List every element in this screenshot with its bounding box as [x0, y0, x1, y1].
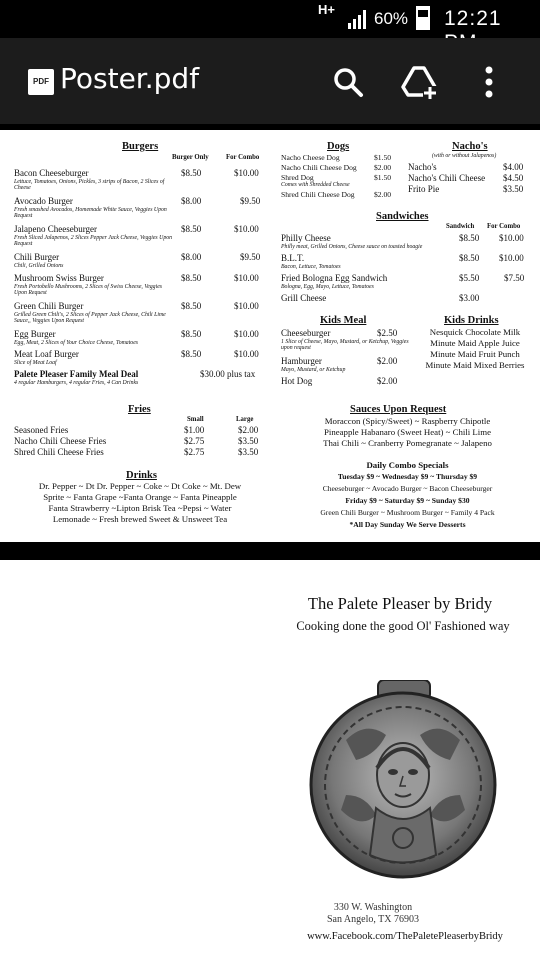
drive-add-icon[interactable]: [401, 64, 437, 100]
pdf-file-icon: PDF: [28, 69, 54, 95]
menu-item-combo: $10.00: [234, 168, 259, 178]
menu-item-price: $8.50: [181, 349, 202, 359]
family-meal-price: $30.00 plus tax: [200, 369, 256, 379]
menu-item-desc: Egg, Meat, 2 Slices of Your Choice Cheese, Tomatoes: [14, 340, 139, 346]
menu-item-price: $2.75: [184, 436, 205, 446]
menu-item-name: Egg Burger: [14, 329, 56, 339]
menu-item-name: B.L.T.: [281, 253, 305, 263]
menu-item-name: Green Chili Burger: [14, 301, 84, 311]
clock: 12:21: [444, 7, 502, 30]
nachos-heading: Nacho's: [452, 141, 488, 152]
menu-item-name: Nacho Chili Cheese Fries: [14, 436, 107, 446]
drinks-line: Fanta Strawberry ~Lipton Brisk Tea ~Pepsi ~ Water: [48, 503, 232, 513]
specials-line: Green Chili Burger ~ Mushroom Burger ~ Family 4 Pack: [320, 508, 495, 517]
menu-item-combo: $10.00: [499, 253, 524, 263]
menu-item-price: $3.50: [238, 436, 259, 446]
menu-item-name: Cheeseburger: [281, 328, 331, 338]
family-meal-desc: 4 regular Hamburgers, 4 regular Fries, 4 Can Drinks: [14, 380, 139, 386]
poster-address-line1: 330 W. Washington: [333, 902, 413, 913]
sauces-line: Pineapple Habanaro (Sweet Heat) ~ Chili Lime: [324, 427, 491, 437]
menu-item-price: $8.50: [181, 273, 202, 283]
sauces-line: Thai Chili ~ Cranberry Pomegranate ~ Jalapeno: [323, 438, 492, 448]
menu-item-desc: Fresh Portobello Mushrooms, 2 Slices of Swiss Cheese, Veggies Upon Request: [14, 284, 163, 296]
menu-item-price: $2.00: [377, 376, 398, 386]
drinks-line: Dr. Pepper ~ Dt Dr. Pepper ~ Coke ~ Dt Coke ~ Mt. Dew: [38, 481, 242, 491]
specials-heading: Daily Combo Specials: [366, 460, 449, 470]
fries-heading: Fries: [128, 404, 151, 415]
status-bar: [0, 0, 540, 38]
menu-item-name: Philly Cheese: [281, 233, 331, 243]
menu-item-price: $1.50: [374, 173, 392, 182]
menu-item-name: Hot Dog: [281, 376, 313, 386]
menu-item-name: Fried Bologna Egg Sandwich: [281, 273, 388, 283]
battery-percent: 60%: [374, 9, 409, 28]
menu-item-price: $2.00: [238, 425, 259, 435]
menu-item-price: $8.00: [181, 252, 202, 262]
menu-item-price: $2.00: [377, 356, 398, 366]
menu-item-desc: Fresh smashed Avocados, Homemade White Sauce, Veggies Upon Request: [14, 207, 167, 219]
app-bar: [0, 38, 540, 124]
celtic-pendant-image: [306, 680, 500, 885]
menu-item-name: Nacho Chili Cheese Dog: [281, 163, 357, 172]
menu-item-combo: $10.00: [234, 329, 259, 339]
menu-item-name: Mushroom Swiss Burger: [14, 273, 104, 283]
menu-item-desc: Mayo, Mustard, or Ketchup: [281, 367, 346, 373]
pdf-page-menu[interactable]: [0, 130, 540, 542]
menu-item-desc: Bologna, Egg, Mayo, Lettuce, Tomatoes: [281, 284, 374, 290]
menu-item-name: Meat Loaf Burger: [14, 349, 79, 359]
menu-item-price: $2.50: [377, 328, 398, 338]
menu-item-combo: $7.50: [504, 273, 525, 283]
menu-item-desc: Chili, Grilled Onions: [14, 263, 64, 269]
kids-meal-heading: Kids Meal: [320, 315, 367, 326]
for-combo-header: For Combo: [487, 223, 521, 230]
menu-item-price: $1.00: [184, 425, 205, 435]
menu-item-combo: $10.00: [234, 301, 259, 311]
drinks-line: Sprite ~ Fanta Grape ~Fanta Orange ~ Fanta Pineapple: [43, 492, 237, 502]
kids-drinks-heading: Kids Drinks: [444, 315, 499, 326]
nachos-note: (with or without Jalapenos): [432, 153, 497, 159]
menu-item-name: Bacon Cheeseburger: [14, 168, 89, 178]
menu-item-name: Chili Burger: [14, 252, 60, 262]
menu-item-price: $8.50: [181, 168, 202, 178]
menu-item-price: $3.00: [459, 293, 480, 303]
dogs-heading: Dogs: [327, 141, 350, 152]
specials-line: Friday $9 ~ Saturday $9 ~ Sunday $30: [345, 496, 470, 505]
menu-item-price: $8.00: [181, 196, 202, 206]
signal-icon: [348, 9, 370, 29]
sauces-heading: Sauces Upon Request: [350, 404, 447, 415]
menu-item-price: $4.00: [503, 162, 524, 172]
menu-item-desc: Fresh Sliced Jalapenos, 2 Slices Pepper Jack Cheese, Veggies Upon Request: [14, 235, 173, 247]
pdf-page-poster[interactable]: [0, 560, 540, 960]
poster-website: www.Facebook.com/ThePaletePleaserbyBridy: [307, 931, 503, 942]
sandwich-header: Sandwich: [446, 223, 475, 230]
menu-item-desc: Grilled Green Chili's, 2 Slices of Pepper Jack Cheese, Chili Lime Sauce,, Veggies Upon Request: [14, 312, 166, 324]
drinks-line: Lemonade ~ Fresh brewed Sweet & Unsweet Tea: [52, 514, 228, 524]
document-title: Poster.pdf: [60, 62, 200, 95]
network-type: H+: [318, 2, 335, 17]
menu-item-name: Nacho's Chili Cheese: [408, 173, 486, 183]
poster-subtitle: Cooking done the good Ol' Fashioned way: [296, 619, 510, 633]
menu-item-name: Nacho Cheese Dog: [281, 153, 340, 162]
menu-item-combo: $9.50: [240, 252, 261, 262]
menu-item-price: $2.00: [374, 190, 392, 199]
menu-item-desc: Bacon, Lettuce, Tomatoes: [281, 264, 341, 270]
battery-icon: [416, 6, 430, 30]
menu-item-desc: 1 Slice of Cheese, Mayo, Mustard, or Ketchup, Veggies upon request: [281, 339, 409, 351]
poster-title: The Palete Pleaser by Bridy: [307, 594, 493, 613]
search-icon[interactable]: [330, 64, 366, 100]
menu-item-price: $8.50: [459, 233, 480, 243]
menu-item-combo: $9.50: [240, 196, 261, 206]
menu-item-price: $5.50: [459, 273, 480, 283]
menu-item-name: Grill Cheese: [281, 293, 327, 303]
sauces-line: Moraccon (Spicy/Sweet) ~ Raspberry Chipotle: [324, 416, 491, 426]
kids-drink-item: Nesquick Chocolate Milk: [429, 327, 521, 337]
menu-item-price: $2.00: [374, 163, 392, 172]
menu-item-price: $1.50: [374, 153, 392, 162]
specials-line: Tuesday $9 ~ Wednesday $9 ~ Thursday $9: [337, 472, 478, 481]
menu-item-name: Shred Chili Cheese Fries: [14, 447, 104, 457]
menu-item-name: Shred Dog: [281, 173, 314, 182]
sandwiches-heading: Sandwiches: [376, 211, 429, 222]
specials-line: *All Day Sunday We Serve Desserts: [349, 520, 466, 529]
menu-item-desc: Slice of Meat Loaf: [14, 360, 57, 366]
for-combo-header: For Combo: [226, 154, 260, 161]
menu-item-name: Hamburger: [281, 356, 322, 366]
specials-line: Cheeseburger ~ Avocado Burger ~ Bacon Cheeseburger: [322, 484, 493, 493]
large-header: Large: [236, 416, 254, 423]
menu-item-combo: $10.00: [234, 224, 259, 234]
burgers-heading: Burgers: [122, 141, 159, 152]
menu-item-price: $2.75: [184, 447, 205, 457]
dogs-note: Comes with Shredded Cheese: [281, 182, 350, 188]
menu-item-name: Seasoned Fries: [14, 425, 69, 435]
menu-item-name: Nacho's: [408, 162, 437, 172]
drinks-heading: Drinks: [126, 470, 157, 481]
family-meal-name: Palete Pleaser Family Meal Deal: [14, 369, 139, 379]
menu-item-combo: $10.00: [234, 273, 259, 283]
menu-item-name: Jalapeno Cheeseburger: [14, 224, 98, 234]
more-vert-icon[interactable]: [482, 64, 496, 100]
kids-drink-item: Minute Maid Fruit Punch: [430, 349, 520, 359]
menu-item-name: Avocado Burger: [14, 196, 73, 206]
kids-drink-item: Minute Maid Apple Juice: [430, 338, 520, 348]
menu-item-name: Frito Pie: [408, 184, 440, 194]
menu-item-combo: $10.00: [234, 349, 259, 359]
menu-item-price: $8.50: [181, 224, 202, 234]
menu-item-combo: $10.00: [499, 233, 524, 243]
small-header: Small: [187, 416, 204, 423]
menu-item-name: Shred Chili Cheese Dog: [281, 190, 355, 199]
menu-item-price: $3.50: [238, 447, 259, 457]
kids-drink-item: Minute Maid Mixed Berries: [425, 360, 525, 370]
menu-item-price: $3.50: [503, 184, 524, 194]
menu-item-price: $4.50: [503, 173, 524, 183]
menu-item-desc: Lettuce, Tomatoes, Onions, Pickles, 3 strips of Bacon, 2 Slices of Cheese: [14, 179, 165, 191]
poster-address-line2: San Angelo, TX 76903: [326, 914, 420, 925]
burger-only-header: Burger Only: [172, 154, 209, 161]
menu-item-price: $8.50: [181, 301, 202, 311]
menu-item-desc: Philly meat, Grilled Onions, Cheese sauce on toasted hoagie: [281, 244, 423, 250]
menu-item-price: $8.50: [181, 329, 202, 339]
menu-item-price: $8.50: [459, 253, 480, 263]
